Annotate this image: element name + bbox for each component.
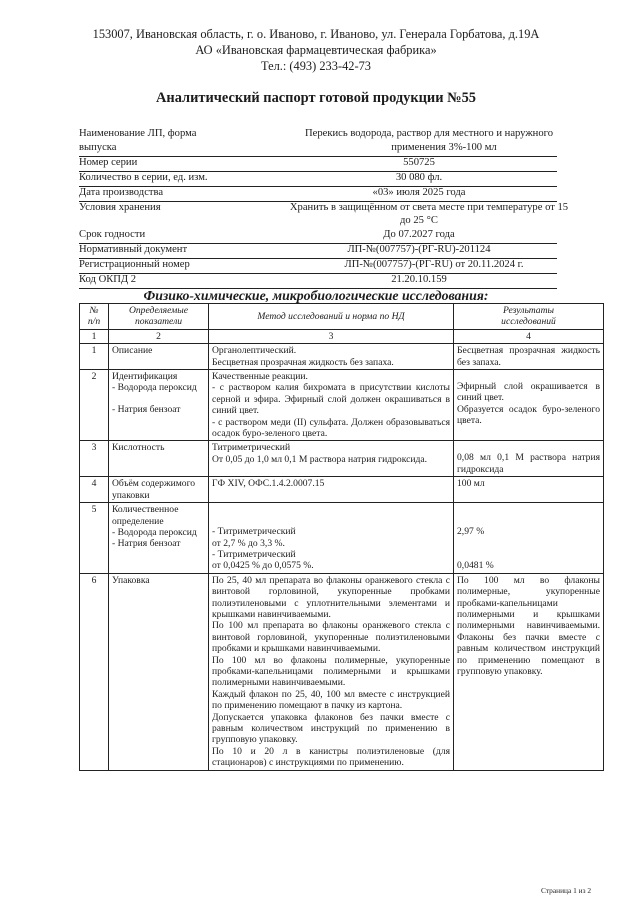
row-num: 6 <box>80 573 109 770</box>
row-indicator: Описание <box>109 344 209 370</box>
info-row-shelf <box>79 229 557 244</box>
method-line: По 100 мл препарата во флаконы оранжевого стекла с винтовой горловиной, укупоренные полиэтиленовыми пробками и крышками навинчиваемыми. <box>212 620 450 655</box>
info-value-normdoc: ЛП-№(007757)-(РГ-RU)-201124 <box>347 244 491 255</box>
indicator-line: - Натрия бензоат <box>112 403 181 415</box>
indicator-line: Количественное определение <box>112 504 179 527</box>
analysis-table <box>79 303 604 771</box>
row-num: 1 <box>80 344 109 370</box>
row-result <box>454 503 604 574</box>
info-value-shelf: До 07.2027 года <box>383 229 455 240</box>
header-company: АО «Ивановская фармацевтическая фабрика» <box>195 43 437 57</box>
info-row-series <box>79 157 557 172</box>
method-line: - Титриметрический <box>212 548 296 560</box>
row-indicator <box>109 370 209 441</box>
table-row <box>80 344 604 370</box>
indicator-line: - Натрия бензоат <box>112 538 181 550</box>
info-row-form <box>79 128 557 157</box>
row-method <box>209 344 454 370</box>
info-value-okpd: 21.20.10.159 <box>391 274 447 285</box>
col-number-4: 4 <box>454 329 604 343</box>
indicator-line: Идентификация <box>112 371 178 383</box>
row-result <box>454 370 604 441</box>
method-line: - с раствором меди (II) сульфата. Должен образовываться осадок буро-зеленого цвета. <box>212 416 450 440</box>
info-row-qty <box>79 172 557 187</box>
method-line: По 25, 40 мл препарата во флаконы оранжевого стекла с винтовой горловиной, укупоренные пробками полиэтиленовыми с уплотнительными элементами и крышками навинчиваемыми. <box>212 574 450 620</box>
table-row <box>80 503 604 574</box>
info-label-okpd: Код ОКПД 2 <box>79 274 137 285</box>
info-row-okpd <box>79 274 557 289</box>
row-indicator: Упаковка <box>109 573 209 770</box>
row-method <box>209 370 454 441</box>
info-label-normdoc: Нормативный документ <box>79 244 188 255</box>
method-line: от 2,7 % до 3,3 %. <box>212 537 285 549</box>
document-title: Аналитический паспорт готовой продукции №55 <box>156 90 476 106</box>
row-result <box>454 441 604 477</box>
row-result: 100 мл <box>454 477 604 503</box>
col-header-method-text: Метод исследований и норма по НД <box>257 310 405 322</box>
col-header-results-1: Результаты <box>502 305 554 316</box>
result-line: Эфирный слой окрашивается в синий цвет. <box>457 381 600 404</box>
col-header-num <box>80 304 109 330</box>
row-num: 5 <box>80 503 109 574</box>
info-value-storage-1: Хранить в защищённом от света месте при температуре от 15 <box>289 202 569 213</box>
method-line: По 10 и 20 л в канистры полиэтиленовые (для стационаров) с инструкциями по применению. <box>212 745 450 769</box>
row-num: 2 <box>80 370 109 441</box>
col-number-1: 1 <box>80 329 109 343</box>
col-header-results-2: исследований <box>501 316 556 328</box>
info-label-form-1: Наименование ЛП, форма <box>79 128 197 139</box>
result-line: 2,97 % <box>457 526 485 538</box>
method-line: По 100 мл во флаконы полимерные, укупоренные пробками-капельницами полимерными и крышками полимерными навинчиваемыми. <box>212 654 450 689</box>
col-header-indicator-1: Определяемые <box>128 305 189 316</box>
method-line: - с раствором калия бихромата в присутствии кислоты серной и эфира. Эфирный слой должен окрашиваться в синий цвет. <box>212 382 450 417</box>
info-row-reg <box>79 259 557 274</box>
row-method: ГФ XIV, ОФС.1.4.2.0007.15 <box>209 477 454 503</box>
row-result: По 100 мл во флаконы полимерные, укупоренные пробками-капельницами полимерными и крышками полимерными навинчиваемыми. Флаконы без пачки вместе с равным количеством инструкций по применению помещают в групповую упаковку. <box>454 573 604 770</box>
method-line: Бесцветная прозрачная жидкость без запаха. <box>212 356 394 368</box>
info-value-form-2: применения 3%-100 мл <box>391 142 497 153</box>
indicator-line: - Водорода пероксид <box>112 382 197 394</box>
info-label-date: Дата производства <box>79 187 164 198</box>
info-value-qty: 30 080 фл. <box>395 172 443 183</box>
info-label-series: Номер серии <box>79 157 138 168</box>
row-indicator: Кислотность <box>109 441 209 477</box>
page-number: Страница 1 из 2 <box>541 886 592 895</box>
table-header-row <box>80 304 604 330</box>
header-address: 153007, Ивановская область, г. о. Иваново, г. Иваново, ул. Генерала Горбатова, д.19А <box>92 27 540 41</box>
method-line: Допускается упаковка флаконов без пачки вместе с равным количеством инструкций по применению в групповую упаковку. <box>212 711 450 746</box>
table-row <box>80 370 604 441</box>
table-row <box>80 573 604 770</box>
table-row <box>80 477 604 503</box>
info-row-normdoc <box>79 244 557 259</box>
row-num: 4 <box>80 477 109 503</box>
method-line: От 0,05 до 1,0 мл 0,1 М раствора натрия гидроксида. <box>212 453 428 465</box>
row-method <box>209 441 454 477</box>
row-indicator: Объём содержимого упаковки <box>109 477 209 503</box>
row-indicator <box>109 503 209 574</box>
info-value-storage-2: до 25 °С <box>400 215 438 226</box>
method-line: - Титриметрический <box>212 526 296 538</box>
result-line: Образуется осадок буро-зеленого цвета. <box>457 403 600 427</box>
method-line: от 0,0425 % до 0,0575 %. <box>212 560 314 572</box>
row-num: 3 <box>80 441 109 477</box>
info-value-reg: ЛП-№(007757)-(РГ-RU) от 20.11.2024 г. <box>344 259 524 270</box>
info-label-form-2: выпуска <box>79 142 117 153</box>
table-number-row <box>80 329 604 343</box>
col-header-num-2: п/п <box>87 316 101 328</box>
row-method <box>209 503 454 574</box>
info-value-series: 550725 <box>403 157 435 168</box>
method-line: Каждый флакон по 25, 40, 100 мл вместе с инструкцией по применению помещают в пачку из картона. <box>212 688 450 712</box>
info-label-shelf: Срок годности <box>79 229 146 240</box>
method-line: Титриметрический <box>212 442 291 454</box>
info-value-form-1: Перекись водорода, раствор для местного и наружного <box>305 128 553 139</box>
col-number-3: 3 <box>209 329 454 343</box>
result-line: 0,08 мл 0,1 М раствора натрия гидроксида <box>457 452 600 475</box>
info-label-reg: Регистрационный номер <box>79 259 190 270</box>
info-label-qty: Количество в серии, ед. изм. <box>79 172 208 183</box>
col-number-2: 2 <box>109 329 209 343</box>
col-header-num-1: № <box>89 305 99 316</box>
info-value-date: «03» июля 2025 года <box>372 187 466 198</box>
row-method <box>209 573 454 770</box>
row-result: Бесцветная прозрачная жидкость без запаха. <box>454 344 604 370</box>
method-line: Качественные реакции. <box>212 371 308 383</box>
info-row-storage <box>79 202 569 230</box>
method-line: Органолептический. <box>212 345 297 357</box>
indicator-line: - Водорода пероксид <box>112 526 197 538</box>
section-title: Физико-химические, микробиологические исследования: <box>143 288 489 303</box>
table-row <box>80 441 604 477</box>
col-header-results <box>454 304 604 330</box>
col-header-method <box>209 304 454 330</box>
info-label-storage: Условия хранения <box>79 202 161 213</box>
header-phone: Тел.: (493) 233-42-73 <box>261 59 371 73</box>
info-row-date <box>79 187 557 202</box>
col-header-indicator <box>109 304 209 330</box>
col-header-indicator-2: показатели <box>134 316 183 328</box>
result-line: 0,0481 % <box>457 559 494 571</box>
